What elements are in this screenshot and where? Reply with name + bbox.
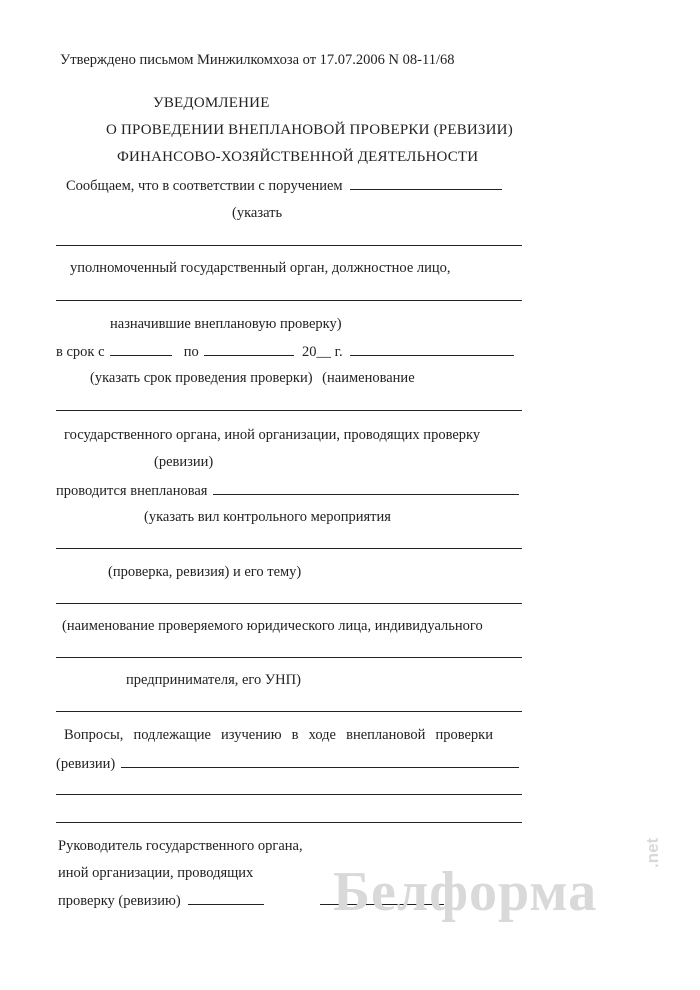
org-name-blank[interactable] xyxy=(350,342,514,356)
document-subtitle-1: О ПРОВЕДЕНИИ ВНЕПЛАНОВОЙ ПРОВЕРКИ (РЕВИЗИИ) xyxy=(106,122,513,138)
signature-line-1: Руководитель государственного органа, xyxy=(58,838,303,854)
hint-period-text: (указать срок проведения проверки) xyxy=(90,370,313,386)
signature-line-2: иной организации, проводящих xyxy=(58,865,254,881)
questions-word: в xyxy=(291,727,299,743)
questions-word: внеплановой xyxy=(346,727,426,743)
questions-line-2[interactable] xyxy=(56,794,522,795)
entity-line-3[interactable] xyxy=(56,711,522,712)
period-to: по xyxy=(183,344,199,360)
document-subtitle-2: ФИНАНСОВО-ХОЗЯЙСТВЕННОЙ ДЕЯТЕЛЬНОСТИ xyxy=(117,149,479,165)
entity-line-2[interactable] xyxy=(56,657,522,658)
order-blank[interactable] xyxy=(350,176,502,190)
hint-revision: (ревизии) xyxy=(154,454,214,470)
hint-period xyxy=(90,369,415,387)
questions-word: изучению xyxy=(221,727,282,743)
intro-label: Сообщаем, что в соответствии с поручением xyxy=(66,178,343,194)
period-start-blank[interactable] xyxy=(110,342,172,356)
hint-indicate: (указать xyxy=(232,205,283,221)
period-row xyxy=(56,342,514,361)
hint-authority: уполномоченный государственный орган, должностное лицо, xyxy=(70,260,451,276)
conducting-label: проводится внеплановая xyxy=(56,483,208,499)
hint-assigned: назначившие внеплановую проверку) xyxy=(110,316,342,332)
document-title: УВЕДОМЛЕНИЕ xyxy=(153,95,270,111)
questions-word: Вопросы, xyxy=(64,727,124,743)
revision-label: (ревизии) xyxy=(56,756,116,772)
order-line-1[interactable] xyxy=(56,245,522,246)
conducting-row xyxy=(56,481,519,500)
intro-text xyxy=(66,176,502,195)
watermark-domain: .net xyxy=(643,837,662,868)
questions-blank-1[interactable] xyxy=(121,754,519,768)
hint-entity: (наименование проверяемого юридического лица, индивидуального xyxy=(62,618,483,634)
questions-word: подлежащие xyxy=(133,727,211,743)
hint-org: государственного органа, иной организации, проводящих проверку xyxy=(64,427,481,443)
signature-blank[interactable] xyxy=(188,891,264,905)
questions-line-3[interactable] xyxy=(56,822,522,823)
approval-note: Утверждено письмом Минжилкомхоза от 17.07.2006 N 08-11/68 xyxy=(60,52,455,68)
entity-line-1[interactable] xyxy=(56,603,522,604)
hint-control-type: (указать вил контрольного мероприятия xyxy=(144,509,391,525)
questions-word: проверки xyxy=(435,727,493,743)
hint-theme: (проверка, ревизия) и его тему) xyxy=(108,564,302,580)
watermark-logo: Белформа xyxy=(333,861,598,923)
hint-entrepreneur: предпринимателя, его УНП) xyxy=(126,672,301,688)
hint-name-text: (наименование xyxy=(322,370,415,386)
control-type-blank[interactable] xyxy=(213,481,519,495)
questions-text xyxy=(64,726,493,744)
revision-row xyxy=(56,754,519,773)
theme-line-1[interactable] xyxy=(56,548,522,549)
period-year: 20__ г. xyxy=(302,344,343,360)
signature-line-3: проверку (ревизию) xyxy=(58,893,181,909)
order-line-2[interactable] xyxy=(56,300,522,301)
period-end-blank[interactable] xyxy=(204,342,294,356)
signature-row xyxy=(58,891,264,910)
org-line-1[interactable] xyxy=(56,410,522,411)
period-prefix: в срок с xyxy=(56,344,105,360)
questions-word: ходе xyxy=(308,727,336,743)
